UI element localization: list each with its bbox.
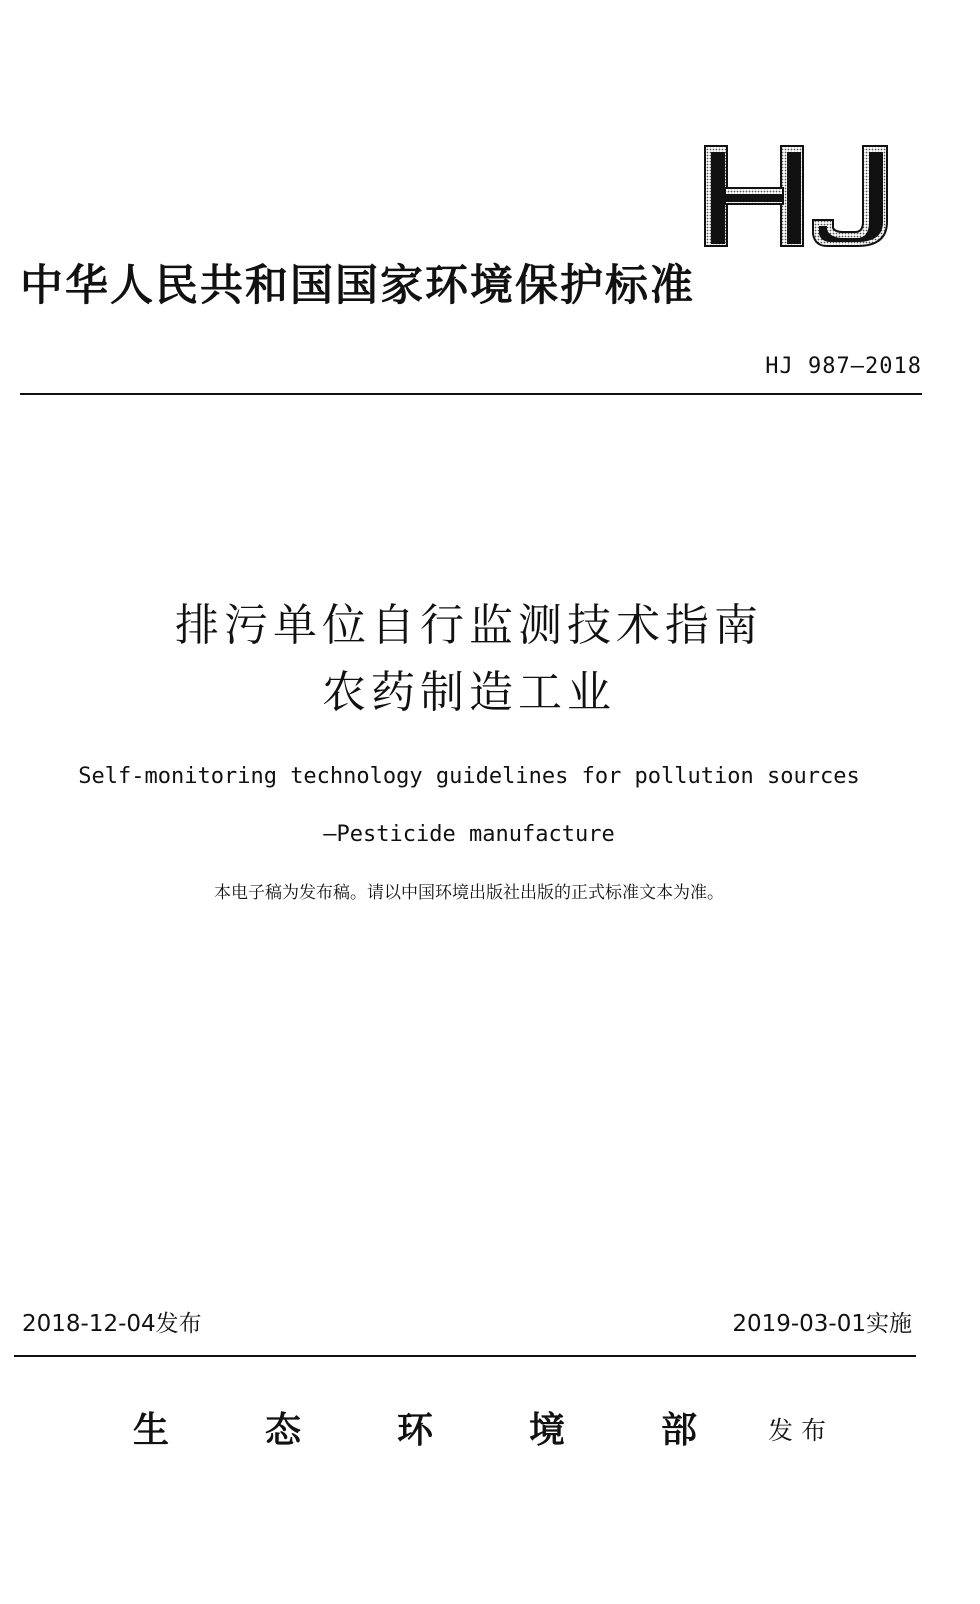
publisher-char: 生 — [133, 1409, 170, 1451]
document-title-line2: 农药制造工业 — [322, 667, 616, 718]
standard-number: HJ 987—2018 — [765, 354, 922, 379]
publisher-char: 环 — [397, 1409, 434, 1451]
bottom-divider — [14, 1355, 916, 1357]
publisher-suffix: 发布 — [768, 1416, 835, 1445]
hj-logo-text: HJ — [798, 248, 800, 249]
issue-date: 2018-12-04发布 — [22, 1311, 202, 1337]
top-divider — [20, 393, 922, 395]
publisher-char: 部 — [661, 1409, 698, 1451]
hj-logo — [703, 142, 893, 250]
english-title-line1: Self-monitoring technology guidelines for pollution sources — [78, 764, 860, 789]
electronic-copy-notice: 本电子稿为发布稿。请以中国环境出版社出版的正式标准文本为准。 — [214, 883, 724, 903]
publisher-char: 境 — [529, 1409, 566, 1451]
english-title-line2: —Pesticide manufacture — [323, 822, 615, 847]
publisher-char: 态 — [265, 1409, 302, 1451]
document-title-line1: 排污单位自行监测技术指南 — [175, 600, 763, 651]
standard-organization-title: 中华人民共和国国家环境保护标准 — [20, 261, 695, 311]
implementation-date: 2019-03-01实施 — [732, 1311, 912, 1337]
